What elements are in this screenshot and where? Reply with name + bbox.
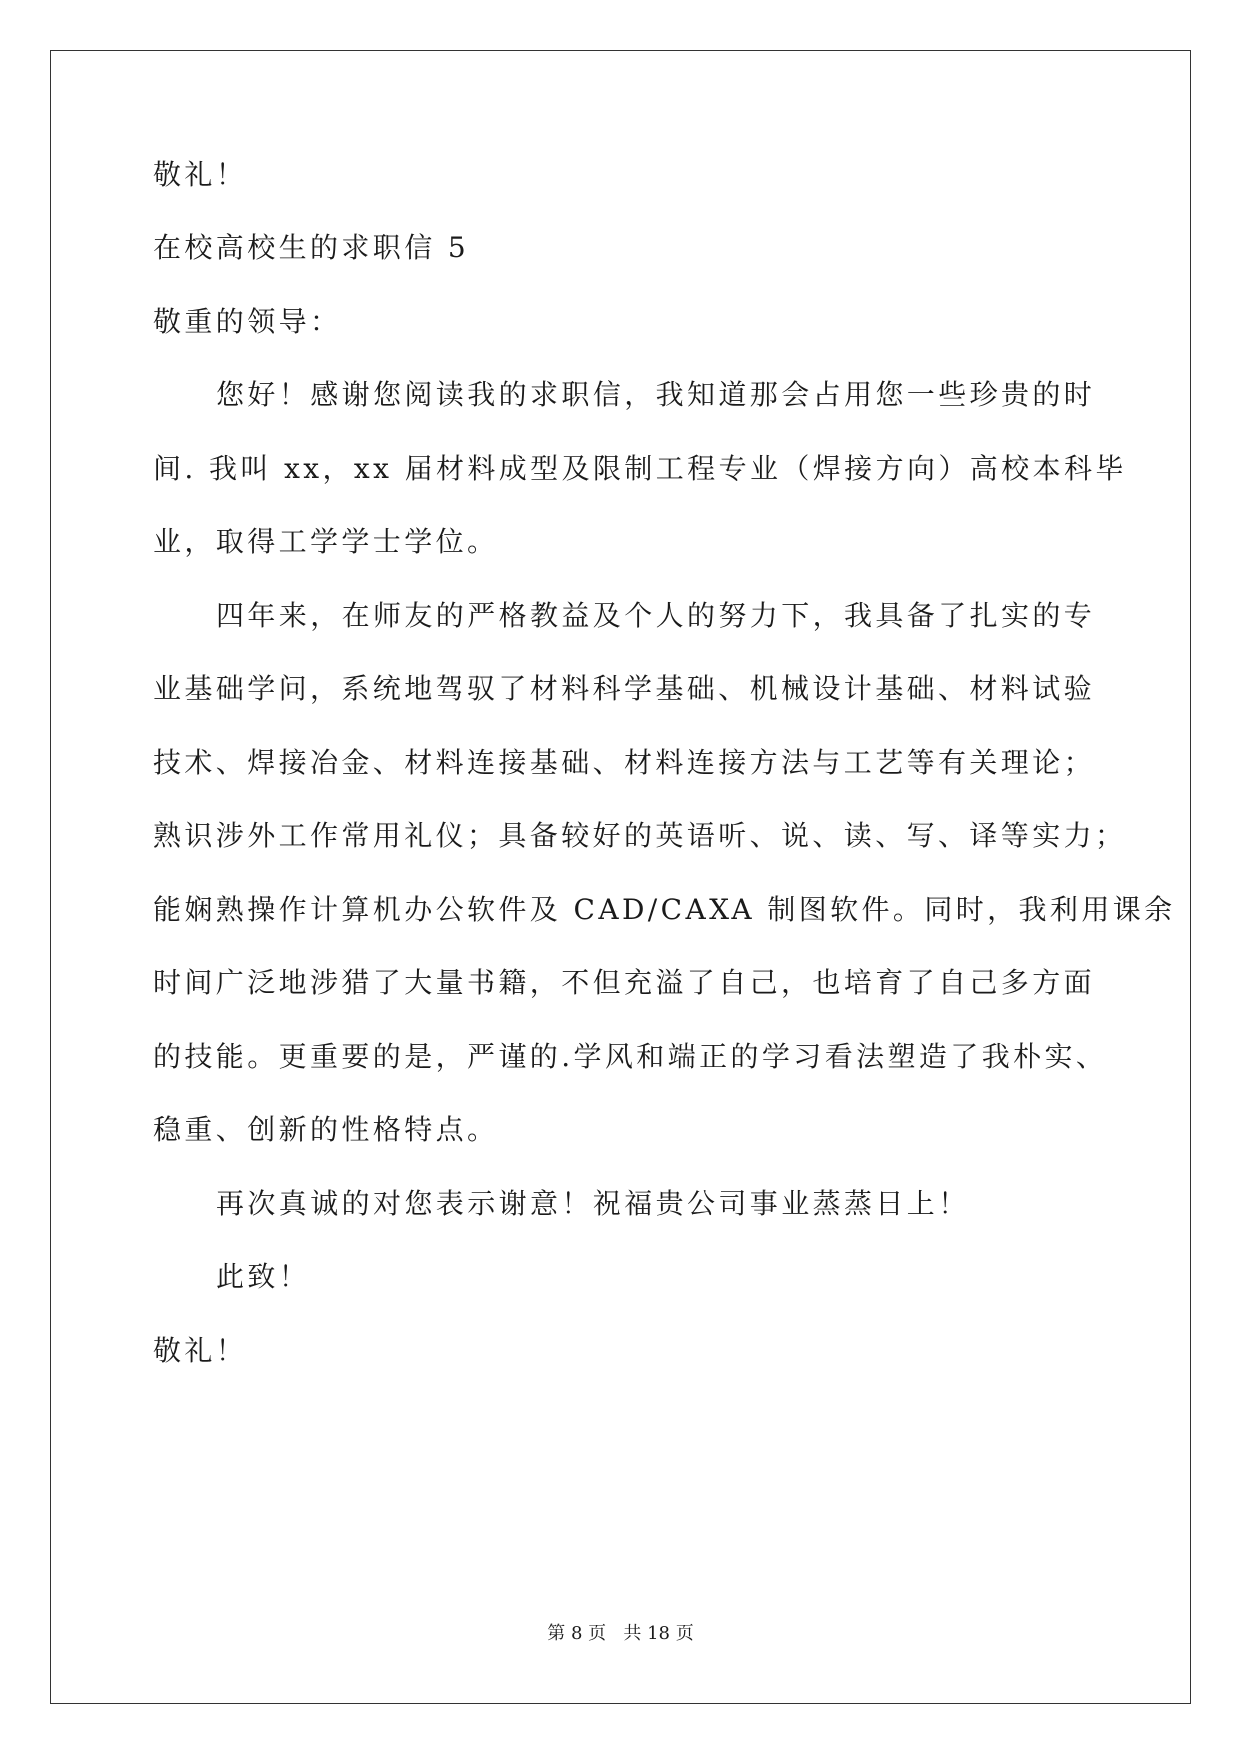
paragraph-line: 技术、焊接冶金、材料连接基础、材料连接方法与工艺等有关理论； (153, 746, 1096, 779)
paragraph-line: 再次真诚的对您表示谢意！祝福贵公司事业蒸蒸日上！ (216, 1187, 970, 1220)
page-border (50, 50, 1191, 1704)
paragraph-line: 业基础学问，系统地驾驭了材料科学基础、机械设计基础、材料试验 (153, 672, 1096, 705)
page-number-footer: 第 8 页 共 18 页 (547, 1623, 694, 1644)
paragraph-line: 业，取得工学学士学位。 (153, 525, 499, 558)
paragraph-line: 您好！感谢您阅读我的求职信，我知道那会占用您一些珍贵的时 (216, 378, 1096, 411)
paragraph-line: 间. 我叫 xx，xx 届材料成型及限制工程专业（焊接方向）高校本科毕 (153, 452, 1127, 485)
paragraph-line: 能娴熟操作计算机办公软件及 CAD/CAXA 制图软件。同时，我利用课余 (153, 893, 1176, 926)
paragraph-line: 稳重、创新的性格特点。 (153, 1113, 499, 1146)
letter-title: 在校高校生的求职信 5 (153, 231, 470, 264)
closing-salutation-top: 敬礼！ (153, 158, 248, 191)
closing-phrase: 此致！ (216, 1260, 311, 1293)
paragraph-line: 熟识涉外工作常用礼仪；具备较好的英语听、说、读、写、译等实力； (153, 819, 1127, 852)
letter-greeting: 敬重的领导： (153, 305, 342, 338)
paragraph-line: 时间广泛地涉猎了大量书籍，不但充溢了自己，也培育了自己多方面 (153, 966, 1096, 999)
paragraph-line: 的技能。更重要的是，严谨的.学风和端正的学习看法塑造了我朴实、 (153, 1040, 1108, 1073)
closing-salutation: 敬礼！ (153, 1334, 248, 1367)
paragraph-line: 四年来，在师友的严格教益及个人的努力下，我具备了扎实的专 (216, 599, 1096, 632)
